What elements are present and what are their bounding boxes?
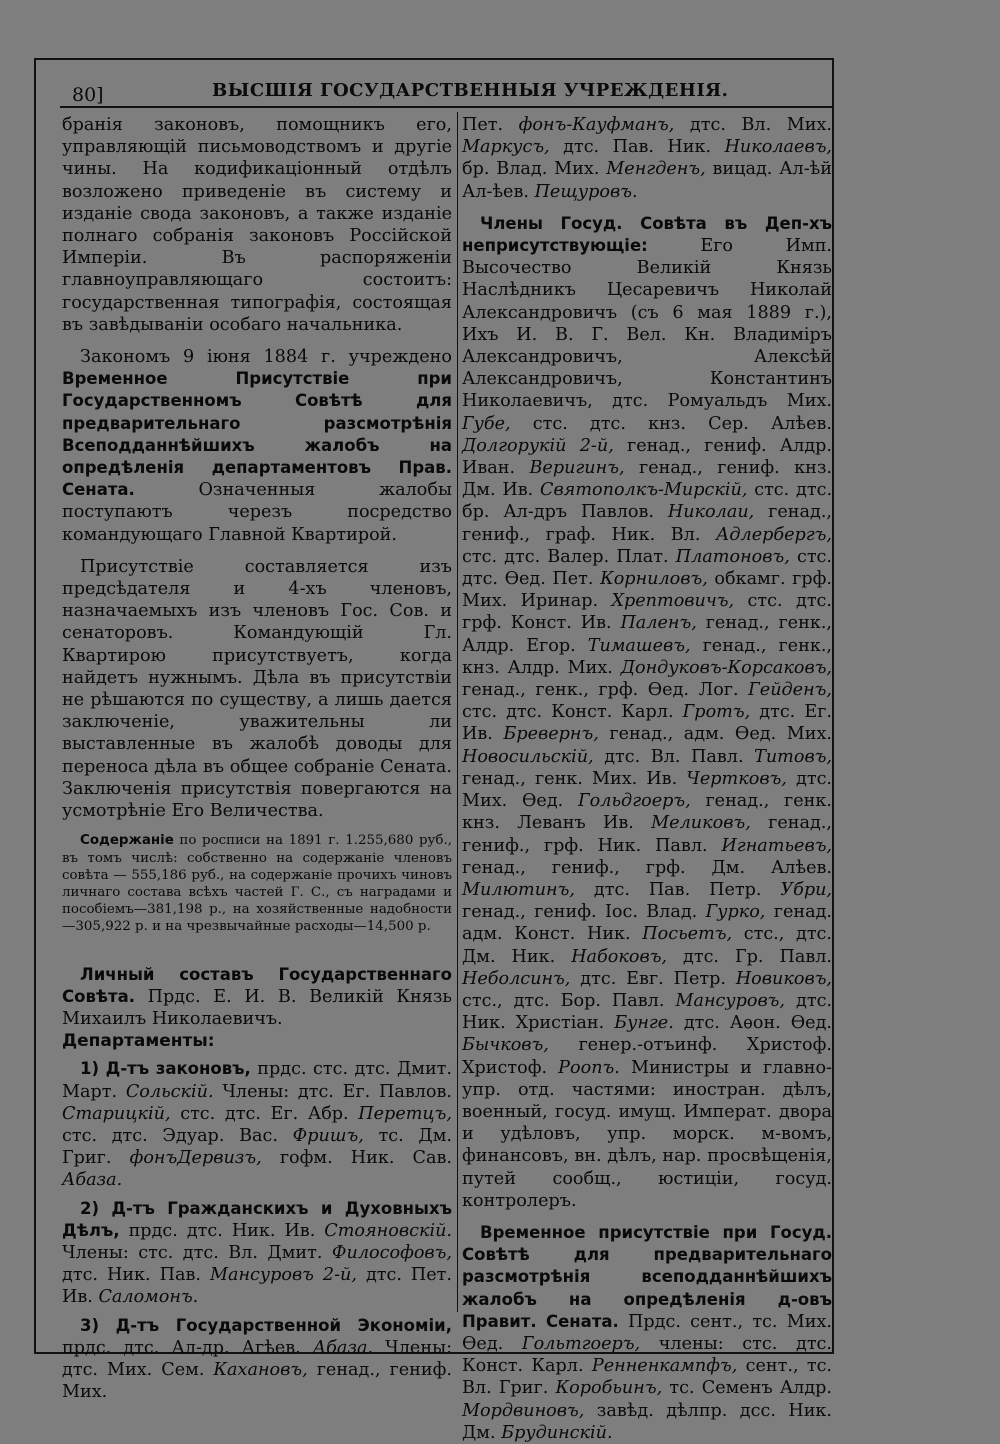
text-span: генад., гениф. кнз. Дм. Ив. bbox=[462, 458, 833, 501]
text-span: стс. дтс. грф. Конст. Ив. bbox=[462, 591, 832, 634]
text-span: Гротъ, bbox=[682, 702, 751, 723]
text-span: генад., гениф., грф. Дм. Алѣев. bbox=[462, 857, 832, 878]
text-span: Пет. bbox=[462, 115, 504, 135]
text-span: Пещуровъ. bbox=[534, 181, 638, 202]
text-span: Абаза. bbox=[312, 1337, 374, 1358]
text-span: члены: стс. дтс. Конст. Карл. bbox=[462, 1333, 832, 1377]
text-span: Мордвиновъ, bbox=[462, 1400, 585, 1421]
text-span: генад., генк., Алдр. Егор. bbox=[462, 613, 833, 656]
text-span: стс. дтс. бр. Ал-дръ Павлов. bbox=[462, 480, 833, 523]
text-span: Означенныя жалобы поступаютъ черезъ посредство командующаго Главной Квартирой. bbox=[62, 480, 452, 545]
text-span: Гейденъ, bbox=[748, 680, 833, 701]
text-span: по росписи на 1891 г. 1.255,680 руб., въ томъ числѣ: собственно на содержаніе членовъ совѣта — 555,186 руб., на содержаніе прочихъ чиновъ личнаго состава всѣхъ частей Г. С., съ наградами и пособіемъ—381,198 р., на хозяйственные надобности—305,922 р. и на чрезвычайные расходы—14,500 р. bbox=[62, 833, 452, 935]
text-span: Мансуровъ 2-й, bbox=[209, 1265, 357, 1286]
text-span: стс., дтс. Бор. Павл. bbox=[462, 990, 665, 1011]
section-heading: Департаменты: bbox=[62, 1031, 215, 1052]
text-span: генад., генк., грф. Ѳед. Лог. bbox=[462, 680, 739, 701]
text-span: Игнатьевъ, bbox=[721, 835, 833, 856]
text-span: дтс. Пет. Ив. bbox=[62, 1265, 453, 1308]
text-span: дтс. Ег. Ив. bbox=[462, 702, 833, 745]
paragraph bbox=[62, 964, 452, 1031]
text-span: Гольдгоеръ, bbox=[578, 791, 691, 812]
text-span: дтс. Гр. Павл. bbox=[683, 946, 832, 967]
department-entry bbox=[62, 1315, 452, 1404]
text-span: прдс. дтс. Ник. Ив. bbox=[128, 1220, 316, 1241]
text-span: Саломонъ. bbox=[98, 1287, 199, 1308]
text-span: завѣд. дѣлпр. дсс. Ник. Дм. bbox=[462, 1400, 833, 1443]
text-span: Чертковъ, bbox=[686, 768, 787, 789]
text-span: дтс. Евг. Петр. bbox=[580, 968, 726, 989]
text-span: генад., генк. кнз. Леванъ Ив. bbox=[462, 791, 832, 834]
department-entry bbox=[62, 1198, 452, 1309]
text-span: Ренненкампфъ, bbox=[591, 1356, 738, 1377]
text-span: Святополкъ-Мирскій, bbox=[539, 480, 748, 501]
text-span: прдс. стс. дтс. Дмит. Март. bbox=[62, 1059, 452, 1102]
text-span: Тимашевъ, bbox=[587, 635, 691, 656]
text-span: Бычковъ, bbox=[462, 1035, 549, 1056]
text-span: Корниловъ, bbox=[600, 569, 708, 590]
text-span: Бревернъ, bbox=[503, 724, 599, 745]
text-span: стс. дтс. Ѳед. Пет. bbox=[462, 546, 833, 590]
column-divider bbox=[457, 112, 458, 1312]
text-span: дтс. Пав. Петр. bbox=[593, 879, 762, 900]
text-span: Мансуровъ, bbox=[675, 990, 786, 1011]
text-span: прдс. дтс. Ал-др. Агѣев. bbox=[62, 1337, 301, 1358]
department-entry bbox=[62, 1058, 452, 1191]
paragraph bbox=[462, 213, 832, 1212]
text-span: фонъ-Кауфманъ, bbox=[518, 115, 675, 135]
text-span: стс. дтс. Валер. Плат. bbox=[462, 546, 669, 567]
text-span: дтс. Аѳон. Ѳед. bbox=[683, 1013, 833, 1034]
text-span: Бунге. bbox=[614, 1013, 674, 1034]
text-span: Новосильскій, bbox=[462, 746, 594, 767]
text-span: Неболсинъ, bbox=[462, 968, 571, 989]
text-span: Платоновъ, bbox=[675, 546, 790, 567]
text-span: Министры и главно-упр. отд. частями: иностран. дѣлъ, военный, госуд. имущ. Императ. двора и удѣловъ, упр. морск. м-вомъ, финансовъ, вн. дѣлъ, нар. просвѣщенія, путей сообщ., юстиціи, госуд. контролеръ. bbox=[462, 1057, 833, 1211]
text-span: Кахановъ, bbox=[213, 1359, 308, 1380]
text-span: Прдс. сент., тс. Мих. Ѳед. bbox=[462, 1311, 833, 1354]
text-span: дтс. Вл. Мих. bbox=[689, 115, 833, 135]
text-span: генад., гениф. Іос. Влад. bbox=[462, 902, 698, 923]
text-span: Меликовъ, bbox=[651, 813, 751, 834]
text-span: Коробьинъ, bbox=[555, 1378, 663, 1399]
page-number: 80] bbox=[72, 84, 104, 106]
text-span: Гольтгоеръ, bbox=[521, 1333, 641, 1354]
text-span: Закономъ 9 іюня 1884 г. учреждено bbox=[80, 347, 452, 368]
paragraph bbox=[462, 1222, 832, 1444]
text-span: Старицкій, bbox=[62, 1103, 171, 1124]
running-title: ВЫСШІЯ ГОСУДАРСТВЕННЫЯ УЧРЕЖДЕНІЯ. bbox=[212, 80, 729, 101]
text-span: Члены: дтс. Ег. Павлов. bbox=[222, 1081, 453, 1102]
text-span: Роопъ. bbox=[558, 1057, 620, 1078]
text-span: генад., гениф., грф. Ник. Павл. bbox=[462, 813, 833, 856]
text-span: Его Имп. Высочество Великій Князь Наслѣдникъ Цесаревичъ Николай Александровичъ (съ 6 мая 1889 г.), Ихъ И. В. Г. Вел. Кн. Владиміръ Александровичъ, Алексѣй Александровичъ, Константинъ Николаевичъ, дтс. Ромуальдъ Мих. bbox=[462, 236, 833, 412]
text-span: бр. Влад. Мих. bbox=[462, 159, 600, 180]
text-span: Паленъ, bbox=[620, 613, 697, 634]
text-span: генер.-отъинф. Христоф. Христоф. bbox=[462, 1035, 832, 1078]
text-span: генад., гениф., граф. Ник. Вл. bbox=[462, 502, 833, 545]
text-span: дтс. Мих. Ѳед. bbox=[462, 768, 833, 812]
text-span: Перетцъ, bbox=[358, 1103, 453, 1124]
left-column bbox=[62, 114, 452, 1403]
text-span: Губе, bbox=[462, 413, 511, 434]
text-span: Николаи, bbox=[667, 502, 755, 523]
text-span: 3) Д-тъ Государственной Экономіи, bbox=[80, 1315, 452, 1335]
text-span: Милютинъ, bbox=[462, 879, 575, 900]
text-span: Маркусъ, bbox=[462, 137, 550, 158]
text-span: Сольскій. bbox=[125, 1081, 214, 1102]
text-span: Члены: дтс. Мих. Сем. bbox=[62, 1337, 453, 1380]
text-span: генад., адм. Ѳед. Мих. bbox=[609, 724, 832, 745]
text-span: Прдс. Е. И. В. Великій Князь Михаилъ Николаевичъ. bbox=[62, 986, 452, 1029]
text-span: Философовъ, bbox=[331, 1242, 452, 1263]
text-span: тс. Семенъ Алдр. bbox=[669, 1378, 833, 1399]
text-span: Новиковъ, bbox=[735, 968, 833, 989]
text-span: Веригинъ, bbox=[529, 458, 625, 479]
text-span: 2) Д-тъ Гражданскихъ и Духовныхъ Дѣлъ, bbox=[62, 1198, 452, 1240]
text-span: дтс. Пав. Ник. bbox=[563, 137, 712, 158]
text-span: стс. дтс. Ег. Абр. bbox=[180, 1103, 349, 1124]
text-span: дтс. Ник. Пав. bbox=[62, 1265, 201, 1286]
text-span: стс., дтс. Дм. Ник. bbox=[462, 924, 833, 967]
text-span: дтс. Вл. Павл. bbox=[604, 746, 744, 767]
text-span: Гурко, bbox=[705, 902, 766, 923]
budget-note bbox=[62, 832, 452, 935]
text-span: Временное присутствіе при Госуд. Совѣтѣ для предварительнаго разсмотрѣнія всеподданнѣйшихъ жалобъ на опредѣленія д-овъ Правит. Сената. bbox=[462, 1222, 832, 1331]
text-span: Хрептовичъ, bbox=[611, 591, 735, 612]
text-span: Убри, bbox=[780, 879, 833, 900]
text-span: Долгорукій 2-й, bbox=[462, 435, 614, 456]
text-span: Посьетъ, bbox=[642, 924, 733, 945]
text-span: Дондуковъ-Корсаковъ, bbox=[620, 657, 833, 678]
text-span: Личный составъ Государственнаго Совѣта. bbox=[62, 964, 452, 1006]
paragraph: бранія законовъ, помощникъ его, управляющій письмоводствомъ и другіе чины. На кодификаціонный отдѣлъ возложено приведеніе въ систему и изданіе свода законовъ, а также изданіе полнаго собранія законовъ Россійской Имперіи. Въ распоряженіи главноуправляющаго состоитъ: государственная типографія, состоящая въ завѣдываніи особаго начальника. bbox=[62, 115, 452, 335]
text-span: генад., гениф. Алдр. Иван. bbox=[462, 435, 833, 479]
text-span: стс. дтс. Эдуар. Вас. bbox=[62, 1125, 278, 1146]
text-span: 1) Д-тъ законовъ, bbox=[80, 1059, 251, 1079]
text-span: генад., генк., кнз. Алдр. Мих. bbox=[462, 635, 833, 678]
text-span: Члены: стс. дтс. Вл. Дмит. bbox=[62, 1242, 323, 1263]
text-span: генад., гениф. Мих. bbox=[62, 1359, 452, 1403]
text-span: гофм. Ник. Сав. bbox=[279, 1148, 453, 1169]
text-span: Брудинскій. bbox=[501, 1422, 613, 1443]
text-span: Титовъ, bbox=[754, 746, 833, 767]
text-span: тс. Дм. Григ. bbox=[62, 1125, 453, 1169]
text-span: генад., генк. Мих. Ив. bbox=[462, 768, 678, 789]
header-rule bbox=[60, 106, 832, 108]
text-span: фонъДервизъ, bbox=[129, 1148, 262, 1169]
text-span: стс. дтс. кнз. Сер. Алѣев. bbox=[532, 413, 832, 434]
text-span: вицад. Ал-ѣй Ал-ѣев. bbox=[462, 159, 833, 202]
text-span: обкамг. грф. Мих. Иринар. bbox=[462, 569, 833, 612]
text-span: Стояновскій. bbox=[324, 1220, 452, 1241]
text-span: Набоковъ, bbox=[571, 946, 668, 967]
text-span: сент., тс. Вл. Григ. bbox=[462, 1356, 833, 1399]
text-span: Николаевъ, bbox=[724, 137, 833, 158]
text-span: дтс. Ник. Христіан. bbox=[462, 990, 833, 1034]
text-span: Менгденъ, bbox=[606, 159, 706, 180]
text-span: Абаза. bbox=[62, 1170, 123, 1191]
text-span: Адлербергъ, bbox=[716, 524, 832, 545]
text-span: стс. дтс. Конст. Карл. bbox=[462, 702, 674, 723]
right-column bbox=[462, 114, 832, 1444]
paragraph bbox=[462, 114, 832, 203]
text-span: Фришъ, bbox=[292, 1125, 364, 1146]
text-span: генад. адм. Конст. Ник. bbox=[462, 902, 833, 945]
text-span: Содержаніе bbox=[80, 833, 174, 849]
paragraph: Присутствіе составляется изъ предсѣдателя и 4-хъ членовъ, назначаемыхъ изъ членовъ Гос. Сов. и сенаторовъ. Командующій Гл. Квартирою присутствуетъ, когда найдетъ нужнымъ. Дѣла въ присутствіи не рѣшаются по существу, а лишь дается заключеніе, уважительны ли выставленные въ жалобѣ доводы для переноса дѣла въ общее собраніе Сената. Заключенія присутствія повергаются на усмотрѣніе Его Величества. bbox=[62, 556, 452, 822]
paragraph bbox=[62, 346, 452, 546]
text-span: Члены Госуд. Совѣта въ Деп-хъ неприсутствующіе: bbox=[462, 213, 832, 256]
text-span: Временное Присутствіе при Государственномъ Совѣтѣ для предварительнаго разсмотрѣнія Всеподданнѣйшихъ жалобъ на опредѣленія департаментовъ Прав. Сената. bbox=[62, 369, 452, 500]
